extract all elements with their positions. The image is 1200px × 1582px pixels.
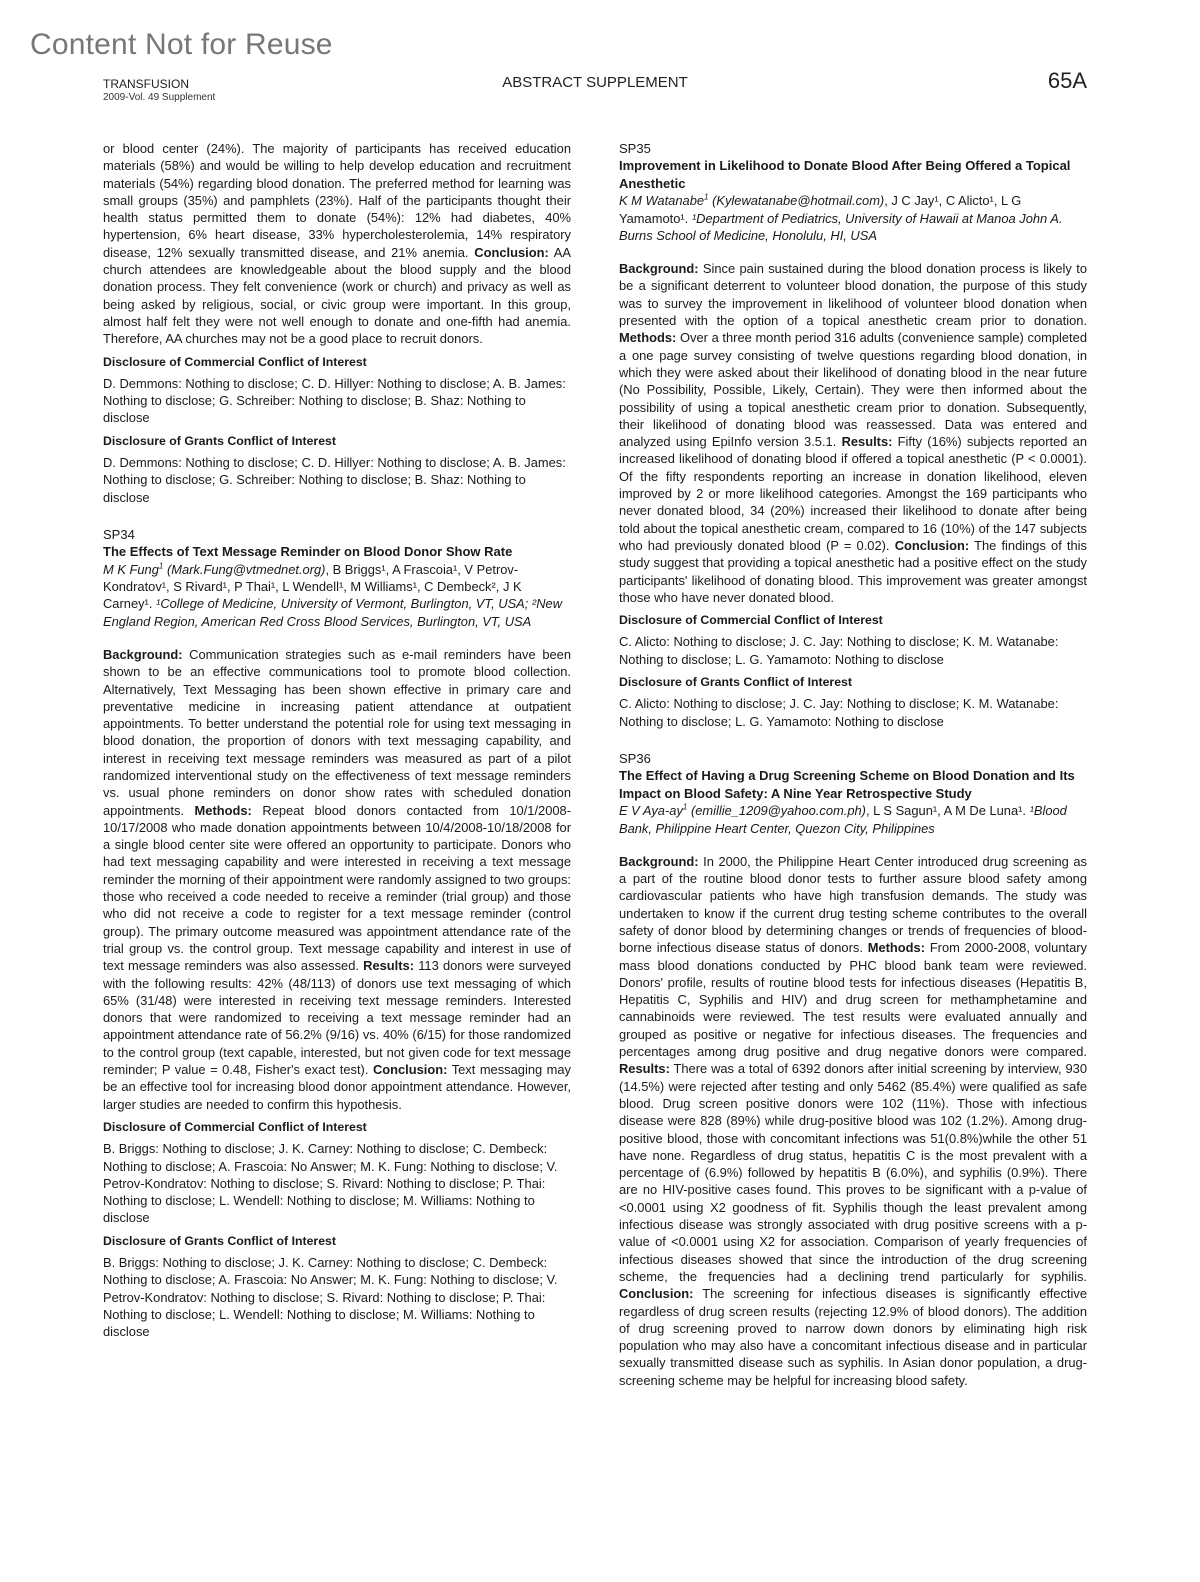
journal-name: TRANSFUSION <box>103 77 190 91</box>
running-header-left <box>103 77 215 105</box>
grants-disclosure-heading: Disclosure of Grants Conflict of Interest <box>103 1233 336 1248</box>
abstract-title-sp35: Improvement in Likelihood to Donate Blood After Being Offered a Topical Anesthetic <box>619 158 1071 191</box>
abstract-body-sp36: Background: In 2000, the Philippine Heart Center introduced drug screening as a part of the routine blood donor tests to further assure blood safety among cardiovascular patients who have high transfusion demands. The study was undertaken to know if the current drug testing scheme contributes to the overall safety of donor blood by determining changes or trends of frequencies of blood-borne infectious disease status of donors. Methods: From 2000-2008, voluntary mass blood donations conducted by PHC blood bank team were reviewed. Donors' profile, results of routine blood tests for infectious diseases (Hepatitis B, Hepatitis C, Syphilis and HIV) and drug screen for methamphetamine and cannabinoids were reviewed. The test results were evaluated annually and grouped as positive or negative for infectious diseases. The frequencies and percentages among drug positive and drug negative donors were compared. Results: There was a total of 6392 donors after initial screening by interview, 930 (14.5%) were rejected after testing and only 5462 (85.4%) were qualified as safe blood. Drug screen positive donors were 102 (11%). Those with infectious disease were 828 (89%) while drug-positive blood was 102 (1.2%). Among drug-positive blood, those with concomitant infections was 51(0.8%)while the other 51 have none. Regardless of drug status, hepatitis C is the most prevalent with a percentage of (6.9%) followed by hepatitis B (6.0%), and syphilis (0.9%). There are no HIV-positive cases found. This proves to be significant with a p-value of <0.0001 using X2 goodness of fit. Syphilis though the least prevalent among infectious disease was strongly associated with drug positive screens with a p-value of <0.0001 using X2 for association. Comparison of yearly frequencies of infectious diseases showed that since the introduction of the drug screening scheme, the frequencies had a declining trend particularly for syphilis. Conclusion: The screening for infectious diseases is significantly effective regardless of drug screen results (rejecting 12.9% of blood donors). The addition of drug screening proved to narrow down donors by eliminating high risk population who may also have a concomitant infectious disease and in particular sexually transmitted disease such as syphilis. In Asian donor population, a drug-screening scheme may be helpful for increasing blood safety. <box>619 853 1088 1388</box>
commercial-disclosure-heading: Disclosure of Commercial Conflict of Interest <box>619 613 883 628</box>
abstract-body-sp34: Background: Communication strategies such as e-mail reminders have been shown to be an effective communications tool to promote blood collection. Alternatively, Text Messaging has been shown effective in primary care and preventative medicine in increasing patient attendance at outpatient appointments. To better understand the potential role for using text messaging in blood donation, the proportion of donors with text messaging capability, and interest in receiving text message reminders was measured as part of a pilot randomized interventional study on the effectiveness of text message reminders vs. usual phone reminders on donor show rates with scheduled donation appointments. Methods: Repeat blood donors contacted from 10/1/2008-10/17/2008 who made donation appointments between 10/4/2008-10/18/2008 for a single blood center site were offered an opportunity to participate. Donors who had text messaging capability and were interested in receiving a text message reminder the morning of their appointment were randomly assigned to two groups: those who received a code needed to receive a reminder (trial group) and those who did not receive a code to register for a text message reminder (control group). The primary outcome measured was appointment attendance rate of the trial group vs. the control group. Text message capability and interest in use of text message reminders was also assessed. Results: 113 donors were surveyed with the following results: 42% (48/113) of donors use text messaging of which 65% (31/48) were interested in receiving text message reminders. Interested donors that were randomized to receiving a text message reminder had an appointment attendance rate of 56.2% (9/16) vs. 40% (6/15) for those randomized to the control group (text capable, interested, but not given code for text message reminder; P value = 0.48, Fisher's exact test). Conclusion: Text messaging may be an effective tool for increasing blood donor appointment attendance. However, larger studies are needed to confirm this hypothesis. <box>103 646 571 1112</box>
commercial-disclosure-heading: Disclosure of Commercial Conflict of Interest <box>103 1119 367 1134</box>
commercial-disclosure-text: D. Demmons: Nothing to disclose; C. D. Hillyer: Nothing to disclose; A. B. James: Nothing to disclose; G. Schreiber: Nothing to disclose; B. Shaz: Nothing to disclose <box>103 375 566 426</box>
grants-disclosure-text: D. Demmons: Nothing to disclose; C. D. Hillyer: Nothing to disclose; A. B. James: Nothing to disclose; G. Schreiber: Nothing to disclose; B. Shaz: Nothing to disclose <box>103 455 566 505</box>
watermark: Content Not for Reuse <box>30 28 333 61</box>
continued-abstract-text: or blood center (24%). The majority of participants has received education materials (58%) and would be willing to help develop education and recruitment materials (54%) regarding blood donation. The preferred method for learning was small groups (35%) and pamphlets (23%). Half of the participants thought their health status permitted them to donate (54%): 12% had diabetes, 40% hypertension, 6% heart disease, 33% hypercholesterolemia, 14% respiratory disease, 12% sexually transmitted disease, and 21% anemia. Conclusion: AA church attendees are knowledgeable about the blood supply and the blood donation process. They felt convenience (work or church) and privacy as well as being asked by religious, social, or civic group were important. In this group, almost half felt they were not well enough to donate and one-fifth had anemia. Therefore, AA churches may not be a good place to recruit donors. <box>103 141 571 347</box>
abstract-title-sp36: The Effect of Having a Drug Screening Scheme on Blood Donation and Its Impact on Blood Safety: A Nine Year Retrospective Study <box>619 768 1075 801</box>
commercial-disclosure-text: B. Briggs: Nothing to disclose; J. K. Carney: Nothing to disclose; C. Dembeck: Nothing to disclose; A. Frascoia: No Answer; M. K. Fung: Nothing to disclose; V. Petrov-Kondratov: Nothing to disclose; S. Rivard: Nothing to disclose; P. Thai: Nothing to disclose; L. Wendell: Nothing to disclose; M. Williams: Nothing to disclose <box>103 1141 558 1226</box>
journal-volume: 2009-Vol. 49 Supplement <box>103 92 216 103</box>
grants-disclosure-text: B. Briggs: Nothing to disclose; J. K. Carney: Nothing to disclose; C. Dembeck: Nothing to disclose; A. Frascoia: No Answer; M. K. Fung: Nothing to disclose; V. Petrov-Kondratov: Nothing to disclose; S. Rivard: Nothing to disclose; P. Thai: Nothing to disclose; L. Wendell: Nothing to disclose; M. Williams: Nothing to disclose <box>103 1255 558 1340</box>
abstract-code-sp34: SP34 <box>103 526 135 542</box>
grants-disclosure-text: C. Alicto: Nothing to disclose; J. C. Jay: Nothing to disclose; K. M. Watanabe: Nothing to disclose; L. G. Yamamoto: Nothing to disclose <box>619 696 1059 729</box>
page-number: 65A <box>1047 68 1087 93</box>
section-title: ABSTRACT SUPPLEMENT <box>502 74 688 91</box>
right-column <box>619 140 1087 1389</box>
grants-disclosure-heading: Disclosure of Grants Conflict of Interest <box>619 675 852 690</box>
abstract-authors-sp36: E V Aya-$ay^1$ (emillie_1209@yahoo.com.ph), L S Sagun¹, A M De Luna¹. ¹Blood Bank, Philippine Heart Center, Quezon City, Philippines <box>619 802 1067 836</box>
grants-disclosure-heading: Disclosure of Grants Conflict of Interest <box>103 433 336 448</box>
abstract-title-sp34: The Effects of Text Message Reminder on Blood Donor Show Rate <box>103 544 513 560</box>
left-column <box>103 140 571 1345</box>
abstract-authors-sp34: M K Fung$^1$ (Mark.Fung@vtmednet.org), B Briggs¹, A Frascoia¹, V Petrov-Kondratov¹, S Rivard¹, P Thai¹, L Wendell¹, M Williams¹, C Dembeck², J K Carney¹. ¹College of Medicine, University of Vermont, Burlington, VT, USA; ²New England Region, American Red Cross Blood Services, Burlington, VT, USA <box>103 561 563 629</box>
commercial-disclosure-text: C. Alicto: Nothing to disclose; J. C. Jay: Nothing to disclose; K. M. Watanabe: Nothing to disclose; L. G. Yamamoto: Nothing to disclose <box>619 634 1059 667</box>
abstract-code-sp35: SP35 <box>619 141 651 156</box>
abstract-authors-sp35: K M Watanabe$^1$ (Kylewatanabe@hotmail.com), J C Jay¹, C Alicto¹, L G Yamamoto¹. ¹Department of Pediatrics, University of Hawaii at Manoa John A. Burns School of Medicine, Honolulu, HI, USA <box>619 193 1063 243</box>
abstract-body-sp35: Background: Since pain sustained during the blood donation process is likely to be a significant deterrent to volunteer blood donation, the purpose of this study was to survey the improvement in likelihood of volunteer blood donation when presented with the option of a topical anesthetic cream prior to donation. Methods: Over a three month period 316 adults (convenience sample) completed a one page survey consisting of twelve questions regarding blood donation, in which they were asked about their likelihood of donating blood in the near future (No Possibility, Possible, Likely, Certain). They were then informed about the possibility of using a topical anesthetic cream prior to donation. Subsequently, their likelihood of donating blood was reassessed. Data was entered and analyzed using EpiInfo version 3.5.1. Results: Fifty (16%) subjects reported an increased likelihood of donating blood if offered a topical anesthetic (P < 0.0001). Of the fifty respondents reporting an increase in donation likelihood, eleven improved by 2 or more likelihood categories. Amongst the 169 participants who never donated blood, 34 (20%) increased their likelihood to donate after being told about the topical anesthetic cream, compared to 16 (10%) of the 147 subjects who had previously donated blood (P = 0.02). Conclusion: The findings of this study suggest that providing a topical anesthetic had a positive effect on the study participants' likelihood of donating blood. This improvement was greater amongst those who have never donated blood. <box>619 261 1087 605</box>
abstract-code-sp36: SP36 <box>619 750 651 766</box>
commercial-disclosure-heading: Disclosure of Commercial Conflict of Interest <box>103 354 367 369</box>
